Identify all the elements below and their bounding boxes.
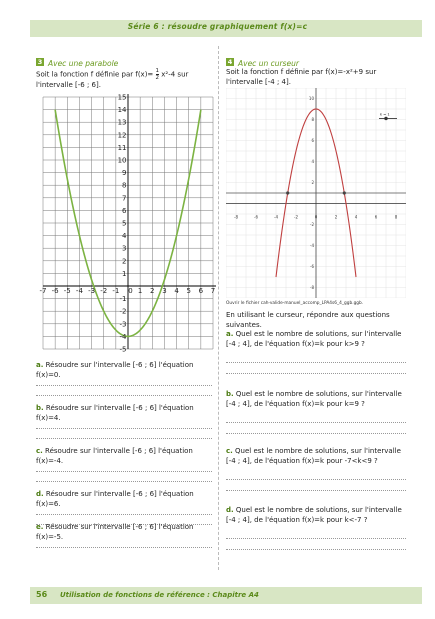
answer-line[interactable] — [226, 362, 406, 363]
x-tick-label: -2 — [100, 287, 108, 295]
parabola-chart — [33, 93, 217, 355]
left-intro — [36, 68, 212, 91]
section-number: 4 — [227, 57, 233, 66]
y-tick-label: 8 — [311, 117, 314, 122]
question-3 — [226, 506, 406, 525]
slider-label: k = 1 — [380, 112, 390, 117]
question-text: Résoudre sur l'intervalle [-6 ; 6] l'équation f(x)=-5. — [36, 523, 194, 541]
y-tick-label: 5 — [122, 219, 127, 228]
y-tick-label: 15 — [117, 93, 127, 102]
intro-interval: l'intervalle [-4 ; 4]. — [226, 77, 291, 86]
x-tick-label: 4 — [174, 287, 179, 295]
answer-line[interactable] — [36, 385, 212, 386]
intro-text: Soit la fonction f définie par f(x)= — [36, 70, 156, 79]
y-tick-label: 9 — [122, 169, 127, 178]
answer-line[interactable] — [226, 538, 406, 539]
slider-handle — [384, 117, 387, 120]
y-tick-label: -5 — [119, 345, 127, 354]
answer-line[interactable] — [226, 433, 406, 434]
x-tick-label: 0 — [128, 287, 133, 295]
answer-line[interactable] — [36, 438, 212, 439]
x-tick-label: -6 — [51, 287, 59, 295]
answer-line[interactable] — [36, 481, 212, 482]
y-tick-label: -1 — [119, 295, 127, 304]
section-title: Avec une parabole — [48, 59, 119, 68]
footer-title: Utilisation de fonctions de référence : Chapitre A4 — [60, 591, 259, 599]
answer-line[interactable] — [36, 471, 212, 472]
answer-line[interactable] — [226, 490, 406, 491]
page-number: 56 — [36, 590, 48, 599]
question-1 — [226, 390, 406, 409]
y-tick-label: 3 — [122, 244, 127, 253]
answer-line[interactable] — [226, 422, 406, 423]
fraction — [156, 68, 160, 81]
right-intro — [226, 68, 406, 87]
x-tick-label: 1 — [137, 287, 143, 295]
y-tick-label: 6 — [311, 138, 314, 143]
x-tick-label: 3 — [162, 287, 167, 295]
question-text: Résoudre sur l'intervalle [-6 ; 6] l'équation f(x)=-4. — [36, 447, 193, 465]
question-label: a. — [36, 361, 44, 369]
y-tick-label: 6 — [122, 206, 127, 215]
question-label: e. — [36, 523, 44, 531]
instruction: En utilisant le curseur, répondre aux questions suivantes. — [226, 311, 390, 329]
y-tick-label: -2 — [119, 307, 127, 316]
fraction-numerator: 1 — [155, 68, 160, 74]
answer-line[interactable] — [226, 479, 406, 480]
y-tick-label: 10 — [117, 156, 127, 165]
question-text: Quel est le nombre de solutions, sur l'intervalle [-4 ; 4], de l'équation f(x)=k pour k=9 ? — [226, 390, 402, 408]
x-tick-label: 0 — [314, 214, 318, 220]
question-2 — [226, 447, 406, 466]
question-text: Quel est le nombre de solutions, sur l'intervalle [-4 ; 4], de l'équation f(x)=k pour k>9 ? — [226, 330, 402, 348]
question-3 — [36, 490, 212, 509]
y-tick-label: 4 — [311, 159, 314, 164]
answer-line[interactable] — [36, 395, 212, 396]
question-4 — [36, 523, 212, 542]
question-label: c. — [226, 447, 233, 455]
answer-line[interactable] — [36, 428, 212, 429]
x-tick-label: -5 — [63, 287, 71, 295]
y-tick-label: -4 — [310, 243, 314, 248]
intro-text-2: x²-4 sur — [161, 70, 189, 79]
question-text: Résoudre sur l'intervalle [-6 ; 6] l'équation f(x)=0. — [36, 361, 194, 379]
y-tick-label: 2 — [122, 257, 127, 266]
y-tick-label: 4 — [122, 232, 127, 241]
x-tick-label: -6 — [254, 214, 258, 220]
intro-interval: l'intervalle [-6 ; 6]. — [36, 81, 101, 89]
x-tick-label: 7 — [210, 287, 216, 295]
x-tick-label: 8 — [394, 214, 398, 220]
answer-line[interactable] — [36, 514, 212, 515]
question-label: a. — [226, 330, 234, 338]
fraction-denominator: 2 — [155, 75, 160, 81]
question-label: d. — [36, 490, 44, 498]
question-0 — [226, 330, 406, 349]
question-label: b. — [226, 390, 234, 398]
y-tick-label: 2 — [311, 180, 314, 185]
y-tick-label: 7 — [122, 194, 127, 203]
question-0 — [36, 361, 212, 380]
intersection-point — [343, 191, 346, 194]
x-tick-label: 6 — [374, 214, 378, 220]
x-tick-label: 4 — [354, 214, 358, 220]
question-text: Quel est le nombre de solutions, sur l'intervalle [-4 ; 4], de l'équation f(x)=k pour -7<k<9 ? — [226, 447, 401, 465]
y-tick-label: 10 — [308, 96, 314, 101]
y-tick-label: -6 — [310, 264, 314, 269]
x-tick-label: 2 — [334, 214, 338, 220]
answer-line[interactable] — [226, 373, 406, 374]
x-tick-label: -4 — [75, 287, 83, 295]
page-title: Série 6 : résoudre graphiquement f(x)=c — [127, 22, 308, 31]
y-tick-label: 12 — [117, 131, 127, 140]
x-tick-label: -7 — [39, 287, 47, 295]
question-1 — [36, 404, 212, 423]
x-tick-label: -4 — [274, 214, 278, 220]
x-tick-label: -2 — [294, 214, 298, 220]
answer-line[interactable] — [226, 549, 406, 550]
x-tick-label: -1 — [112, 287, 120, 295]
slider-chart — [226, 88, 406, 298]
x-tick-label: 2 — [150, 287, 155, 295]
section-title: Avec un curseur — [238, 59, 299, 68]
intersection-point — [286, 191, 289, 194]
y-tick-label: 1 — [122, 269, 127, 278]
question-text: Résoudre sur l'intervalle [-6 ; 6] l'équation f(x)=4. — [36, 404, 194, 422]
answer-line[interactable] — [36, 547, 212, 548]
y-tick-label: -2 — [310, 222, 314, 227]
y-tick-label: -8 — [310, 285, 314, 290]
y-tick-label: -4 — [119, 332, 127, 341]
y-tick-label: 14 — [117, 106, 127, 115]
column-divider — [218, 46, 219, 570]
question-label: d. — [226, 506, 234, 514]
intro-text: Soit la fonction f définie par f(x)=-x²+9 sur — [226, 68, 377, 76]
question-label: b. — [36, 404, 44, 412]
y-tick-label: 8 — [122, 181, 127, 190]
question-text: Quel est le nombre de solutions, sur l'intervalle [-4 ; 4], de l'équation f(x)=k pour k<-7 ? — [226, 506, 402, 524]
file-note: Ouvrir le fichier cah-valide-manuel_accomp_LPA4s6_4_ggb.ggb. — [226, 301, 364, 306]
y-tick-label: 11 — [117, 143, 127, 152]
x-tick-label: -3 — [88, 287, 96, 295]
question-2 — [36, 447, 212, 466]
x-tick-label: 5 — [186, 287, 191, 295]
x-tick-label: 6 — [198, 287, 204, 295]
question-text: Résoudre sur l'intervalle [-6 ; 6] l'équation f(x)=6. — [36, 490, 194, 508]
y-tick-label: -3 — [119, 320, 127, 329]
section-number: 3 — [37, 57, 43, 66]
question-label: c. — [36, 447, 43, 455]
y-tick-label: 13 — [117, 118, 127, 127]
x-tick-label: -8 — [234, 214, 238, 220]
